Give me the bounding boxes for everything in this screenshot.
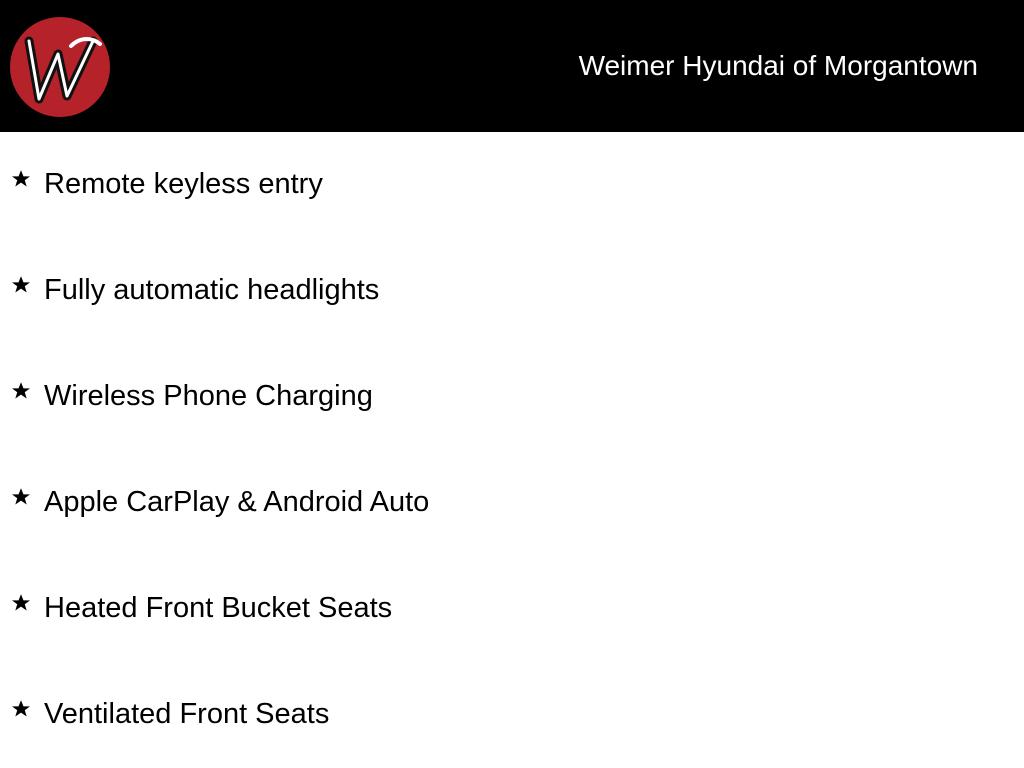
star-icon (10, 380, 32, 402)
feature-item-wireless-phone-charging (0, 344, 1024, 450)
star-icon (10, 592, 32, 614)
dealer-name: Weimer Hyundai of Morgantown (578, 50, 978, 81)
star-icon (10, 168, 32, 190)
feature-label: Fully automatic headlights (44, 274, 380, 306)
star-icon (10, 698, 32, 720)
dealer-logo (9, 16, 111, 118)
features-list (0, 132, 1024, 768)
star-icon (10, 486, 32, 508)
star-icon (10, 274, 32, 296)
feature-item-fully-automatic-headlights (0, 238, 1024, 344)
feature-label: Wireless Phone Charging (44, 380, 373, 412)
feature-label: Remote keyless entry (44, 168, 323, 200)
feature-label: Apple CarPlay & Android Auto (44, 486, 430, 518)
feature-label: Heated Front Bucket Seats (44, 592, 393, 624)
feature-item-apple-carplay-android-auto (0, 450, 1024, 556)
page-header (0, 0, 1024, 132)
feature-item-ventilated-front-seats (0, 662, 1024, 768)
feature-item-remote-keyless-entry (0, 132, 1024, 238)
feature-label: Ventilated Front Seats (44, 698, 330, 730)
feature-item-heated-front-bucket-seats (0, 556, 1024, 662)
